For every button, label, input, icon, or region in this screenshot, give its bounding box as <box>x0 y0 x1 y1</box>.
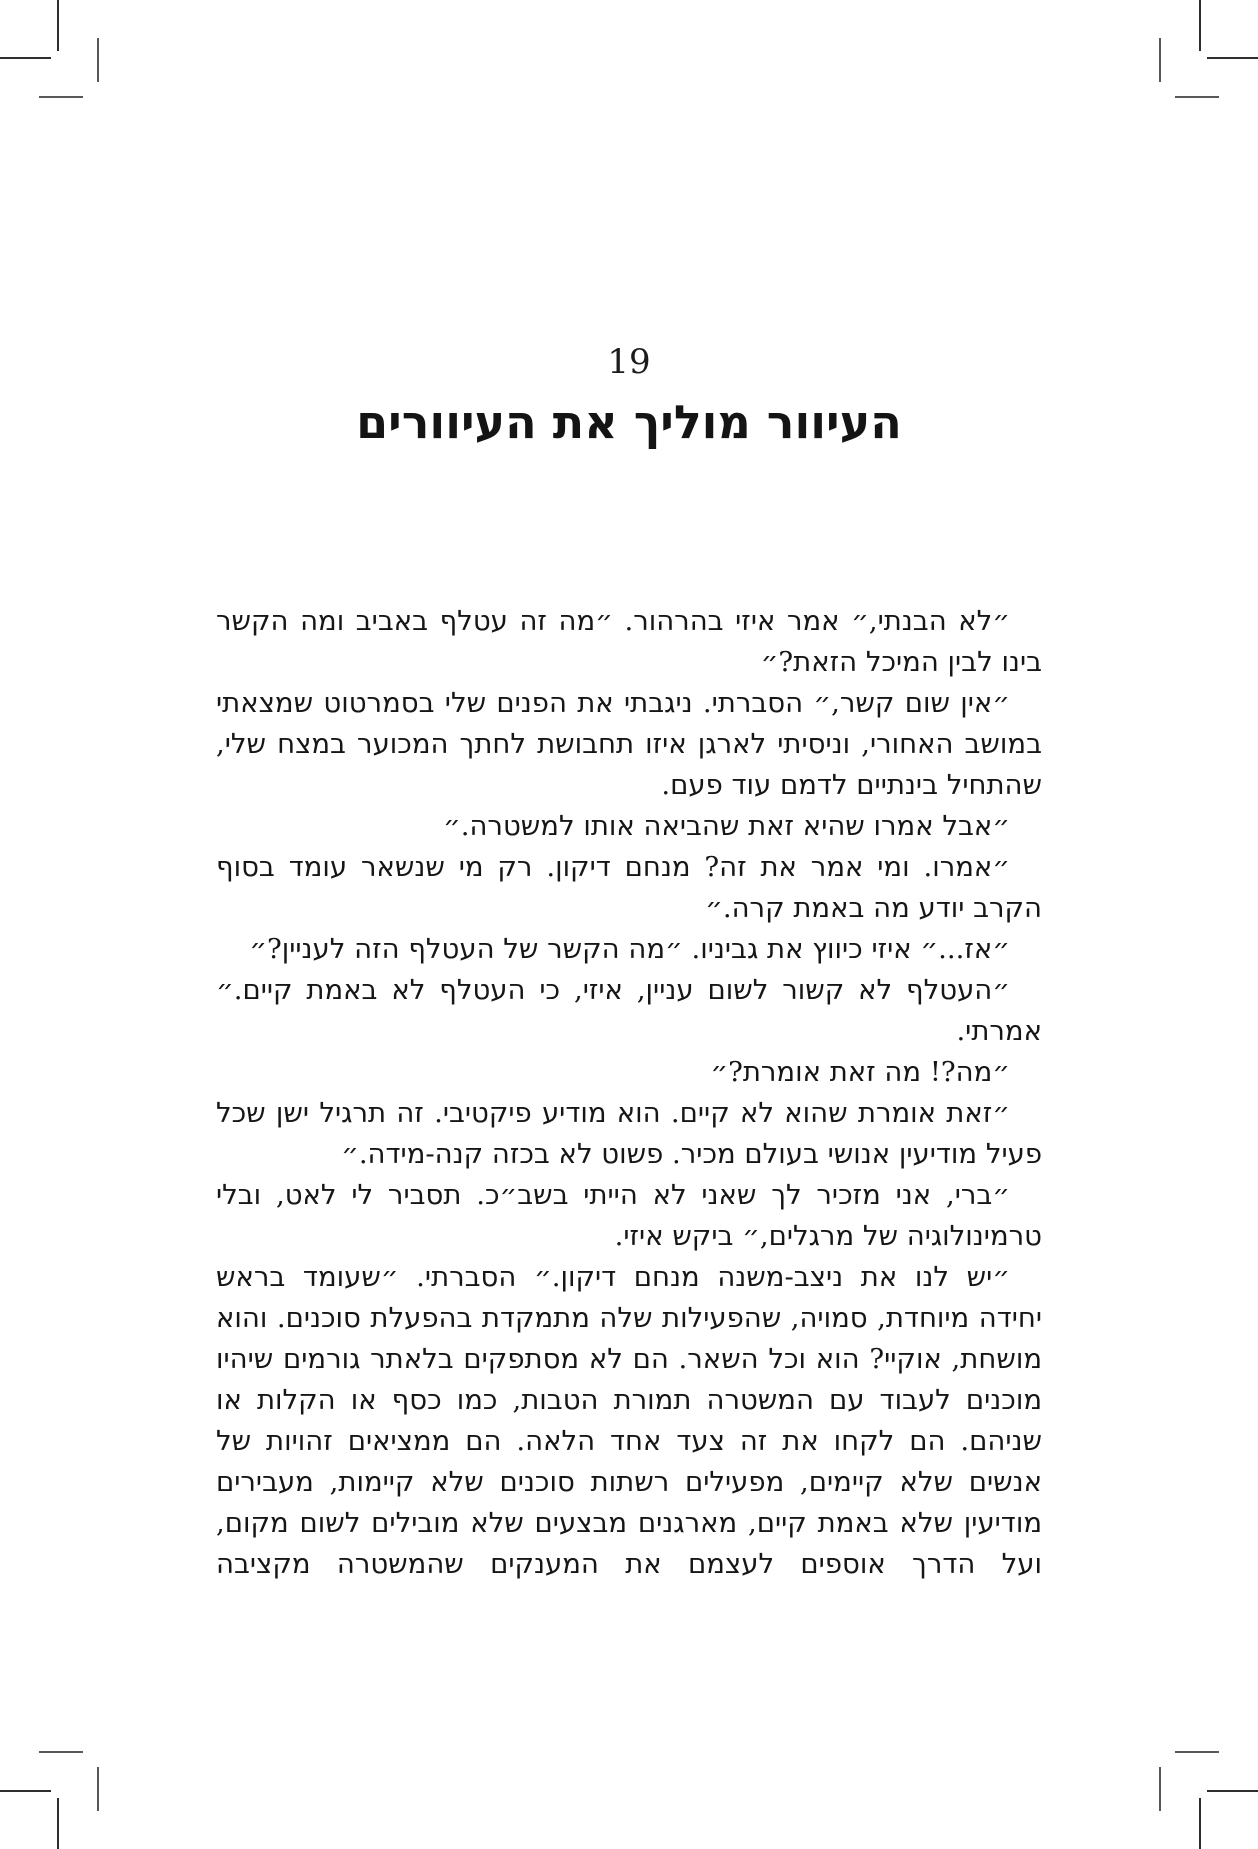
crop-mark-top-right-inner-vertical <box>1159 38 1161 82</box>
paragraph: ״מה?! מה זאת אומרת?״ <box>710 1056 1010 1088</box>
paragraph: ״יש לנו את ניצב-משנה מנחם דיקון.״ הסברתי. ״שעומד בראש יחידה מיוחדת, סמויה, שהפעילות שלה מתמקדת בהפעלת סוכנים. והוא מושחת, אוקיי? הוא וכל השאר. הם לא מסתפקים בלאתר גורמים שיהיו מוכנים לעבוד עם המשטרה תמורת הטבות, כמו כסף או הקלות או שניהם. הם לקחו את זה צעד אחד הלאה. הם ממציאים זהויות של אנשים שלא קיימים, מפעילים רשתות סוכנים שלא קיימות, מעבירים מודיעין שלא באמת קיים, מארגנים מבצעים שלא מובילים לשום מקום, ועל הדרך אוספים לעצמם את המענקים שהמשטרה מקציבה <box>216 1261 1042 1580</box>
crop-mark-top-left-outer-horizontal <box>0 57 51 59</box>
crop-mark-top-left-inner-horizontal <box>39 96 83 98</box>
chapter-number: 19 <box>607 342 651 382</box>
body-text <box>216 601 1042 1585</box>
crop-mark-top-left-outer-vertical <box>57 0 59 51</box>
paragraph: ״לא הבנתי,״ אמר איזי בהרהור. ״מה זה עטלף באביב ומה הקשר בינו לבין המיכל הזאת?״ <box>216 605 1042 678</box>
paragraph: ״העטלף לא קשור לשום עניין, איזי, כי העטלף לא באמת קיים.״ אמרתי. <box>216 974 1042 1047</box>
paragraph: ״אבל אמרו שהיא זאת שהביאה אותו למשטרה.״ <box>443 810 1010 842</box>
crop-mark-bottom-right-outer-horizontal <box>1207 1790 1258 1792</box>
crop-mark-bottom-left-inner-horizontal <box>39 1751 83 1753</box>
paragraph: ״זאת אומרת שהוא לא קיים. הוא מודיע פיקטיבי. זה תרגיל ישן שכל פעיל מודיעין אנושי בעולם מכיר. פשוט לא בכזה קנה-מידה.״ <box>216 1097 1042 1170</box>
paragraph: ״אז...״ איזי כיווץ את גביניו. ״מה הקשר של העטלף הזה לעניין?״ <box>249 933 1010 965</box>
chapter-title: העיוור מוליך את העיוורים <box>356 395 902 449</box>
crop-mark-bottom-left-outer-vertical <box>57 1798 59 1849</box>
crop-mark-bottom-left-inner-vertical <box>97 1767 99 1811</box>
crop-mark-top-right-outer-vertical <box>1199 0 1201 51</box>
crop-mark-top-right-outer-horizontal <box>1207 57 1258 59</box>
crop-mark-bottom-right-inner-vertical <box>1159 1767 1161 1811</box>
crop-mark-top-left-inner-vertical <box>97 38 99 82</box>
paragraph: ״ברי, אני מזכיר לך שאני לא הייתי בשב״כ. תסביר לי לאט, ובלי טרמינולוגיה של מרגלים,״ ביקש איזי. <box>216 1179 1042 1252</box>
paragraph: ״אמרו. ומי אמר את זה? מנחם דיקון. רק מי שנשאר עומד בסוף הקרב יודע מה באמת קרה.״ <box>216 851 1042 924</box>
crop-mark-top-right-inner-horizontal <box>1175 96 1219 98</box>
paragraph: ״אין שום קשר,״ הסברתי. ניגבתי את הפנים שלי בסמרטוט שמצאתי במושב האחורי, וניסיתי לארגן איזו תחבושת לחתך המכוער במצח שלי, שהתחיל בינתיים לדמם עוד פעם. <box>216 687 1042 801</box>
crop-mark-bottom-left-outer-horizontal <box>0 1790 51 1792</box>
crop-mark-bottom-right-inner-horizontal <box>1175 1751 1219 1753</box>
crop-mark-bottom-right-outer-vertical <box>1199 1798 1201 1849</box>
